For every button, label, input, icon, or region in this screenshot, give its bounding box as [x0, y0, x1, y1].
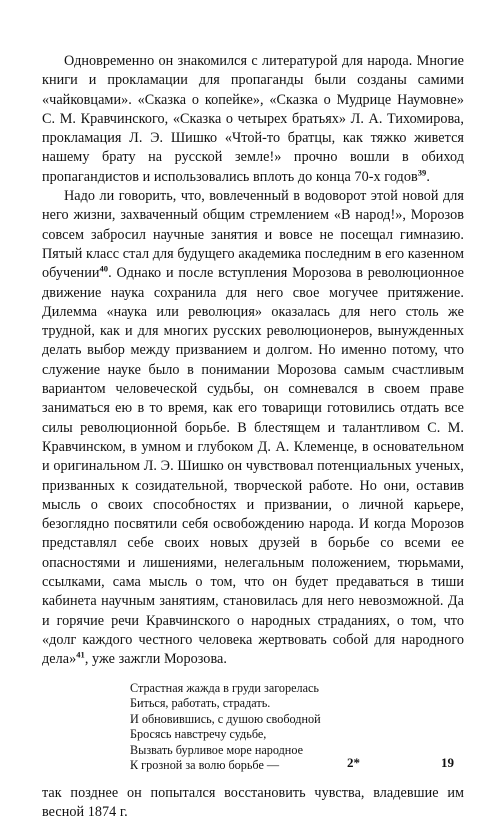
paragraphs	[42, 52, 464, 670]
page-number: 19	[441, 755, 454, 770]
poem-line: Биться, работать, страдать.	[130, 696, 271, 711]
poem-line: Вызвать бурливое море народное	[130, 742, 303, 757]
text-run: . Однако и после вступления Морозова в революционное движение наука сохранила для него свое могучее притяжение. Дилемма «наука или революция» оказалась для него столь же трудной, как и для многих русских революционеров, вынужденных делать выбор между призванием и долгом. Но именно потому, что служение науке было в понимании Морозова самым счастливым вариантом человеческой судьбы, он сомневался в своем праве заниматься ею в то время, как его товарищи готовились отдать все силы революционной борьбе. В блестящем и талантливом С. М. Кравчинском, в умном и глубоком Д. А. Клеменце, в основательном и оригинальном Л. Э. Шишко он чувствовал потенциальных ученых, призванных к созидательной, творческой работе. Но они, оставив мысль о своих способностях и призвании, о личной карьере, безоглядно посвятили себя освобождению народа. И когда Морозов представлял себе своих новых друзей в борьбе со всеми ее опасностями и лишениями, нелегальным положением, тюрьмами, ссылками, сама мысль о том, что он будет предаваться в тиши кабинета научным занятиям, становилась для него невозможной. Да и горячие речи Кравчинского о народных страданиях, о том, что «долг каждого честного человека жертвовать собой для народного дела»	[42, 265, 464, 668]
text-run: Надо ли говорить, что, вовлеченный в водоворот этой новой для него жизни, захваченный общим стремлением «В народ!», Морозов совсем забросил научные занятия и вовсе не посещал гимназию. Пятый класс стал для будущего академика последним в его казенном обучении	[42, 188, 464, 282]
closing-paragraph	[42, 784, 464, 823]
text-run: так позднее он попытался восстановить чувства, владевшие им весной 1874 г.	[42, 785, 464, 821]
printer-signature: 2*	[347, 755, 360, 770]
footnote-ref: 39	[417, 167, 427, 178]
paragraph	[42, 784, 464, 823]
text-run: .	[426, 168, 430, 185]
text-run: Одновременно он знакомился с литературой для народа. Многие книги и прокламации для пропаганды были созданы самими «чайковцами». «Сказка о копейке», «Сказка о Мудрице Наумовне» С. М. Кравчинского, «Сказка о четырех братьях» Л. А. Тихомирова, прокламация Л. Э. Шишко «Чтой-то братцы, как тяжко живется нашему брату на русской земле!» прочно вошли в обиход пропагандистов и использовались вплоть до конца 70-х годов	[42, 53, 464, 185]
paragraph	[42, 187, 464, 669]
footnote-ref: 41	[76, 649, 85, 660]
page-footer	[0, 755, 499, 775]
text-run: , уже зажгли Морозова.	[84, 651, 227, 668]
paragraph	[42, 52, 464, 187]
poem-line: Страстная жажда в груди загорелась	[130, 680, 319, 695]
poem-line: К грозной за волю борьбе —	[130, 758, 280, 773]
footnote-ref: 40	[99, 263, 109, 274]
poem-line: И обновившись, с душою свободной	[130, 711, 321, 726]
poem-line: Бросясь навстречу судьбе,	[130, 727, 267, 742]
body-text	[42, 52, 464, 823]
